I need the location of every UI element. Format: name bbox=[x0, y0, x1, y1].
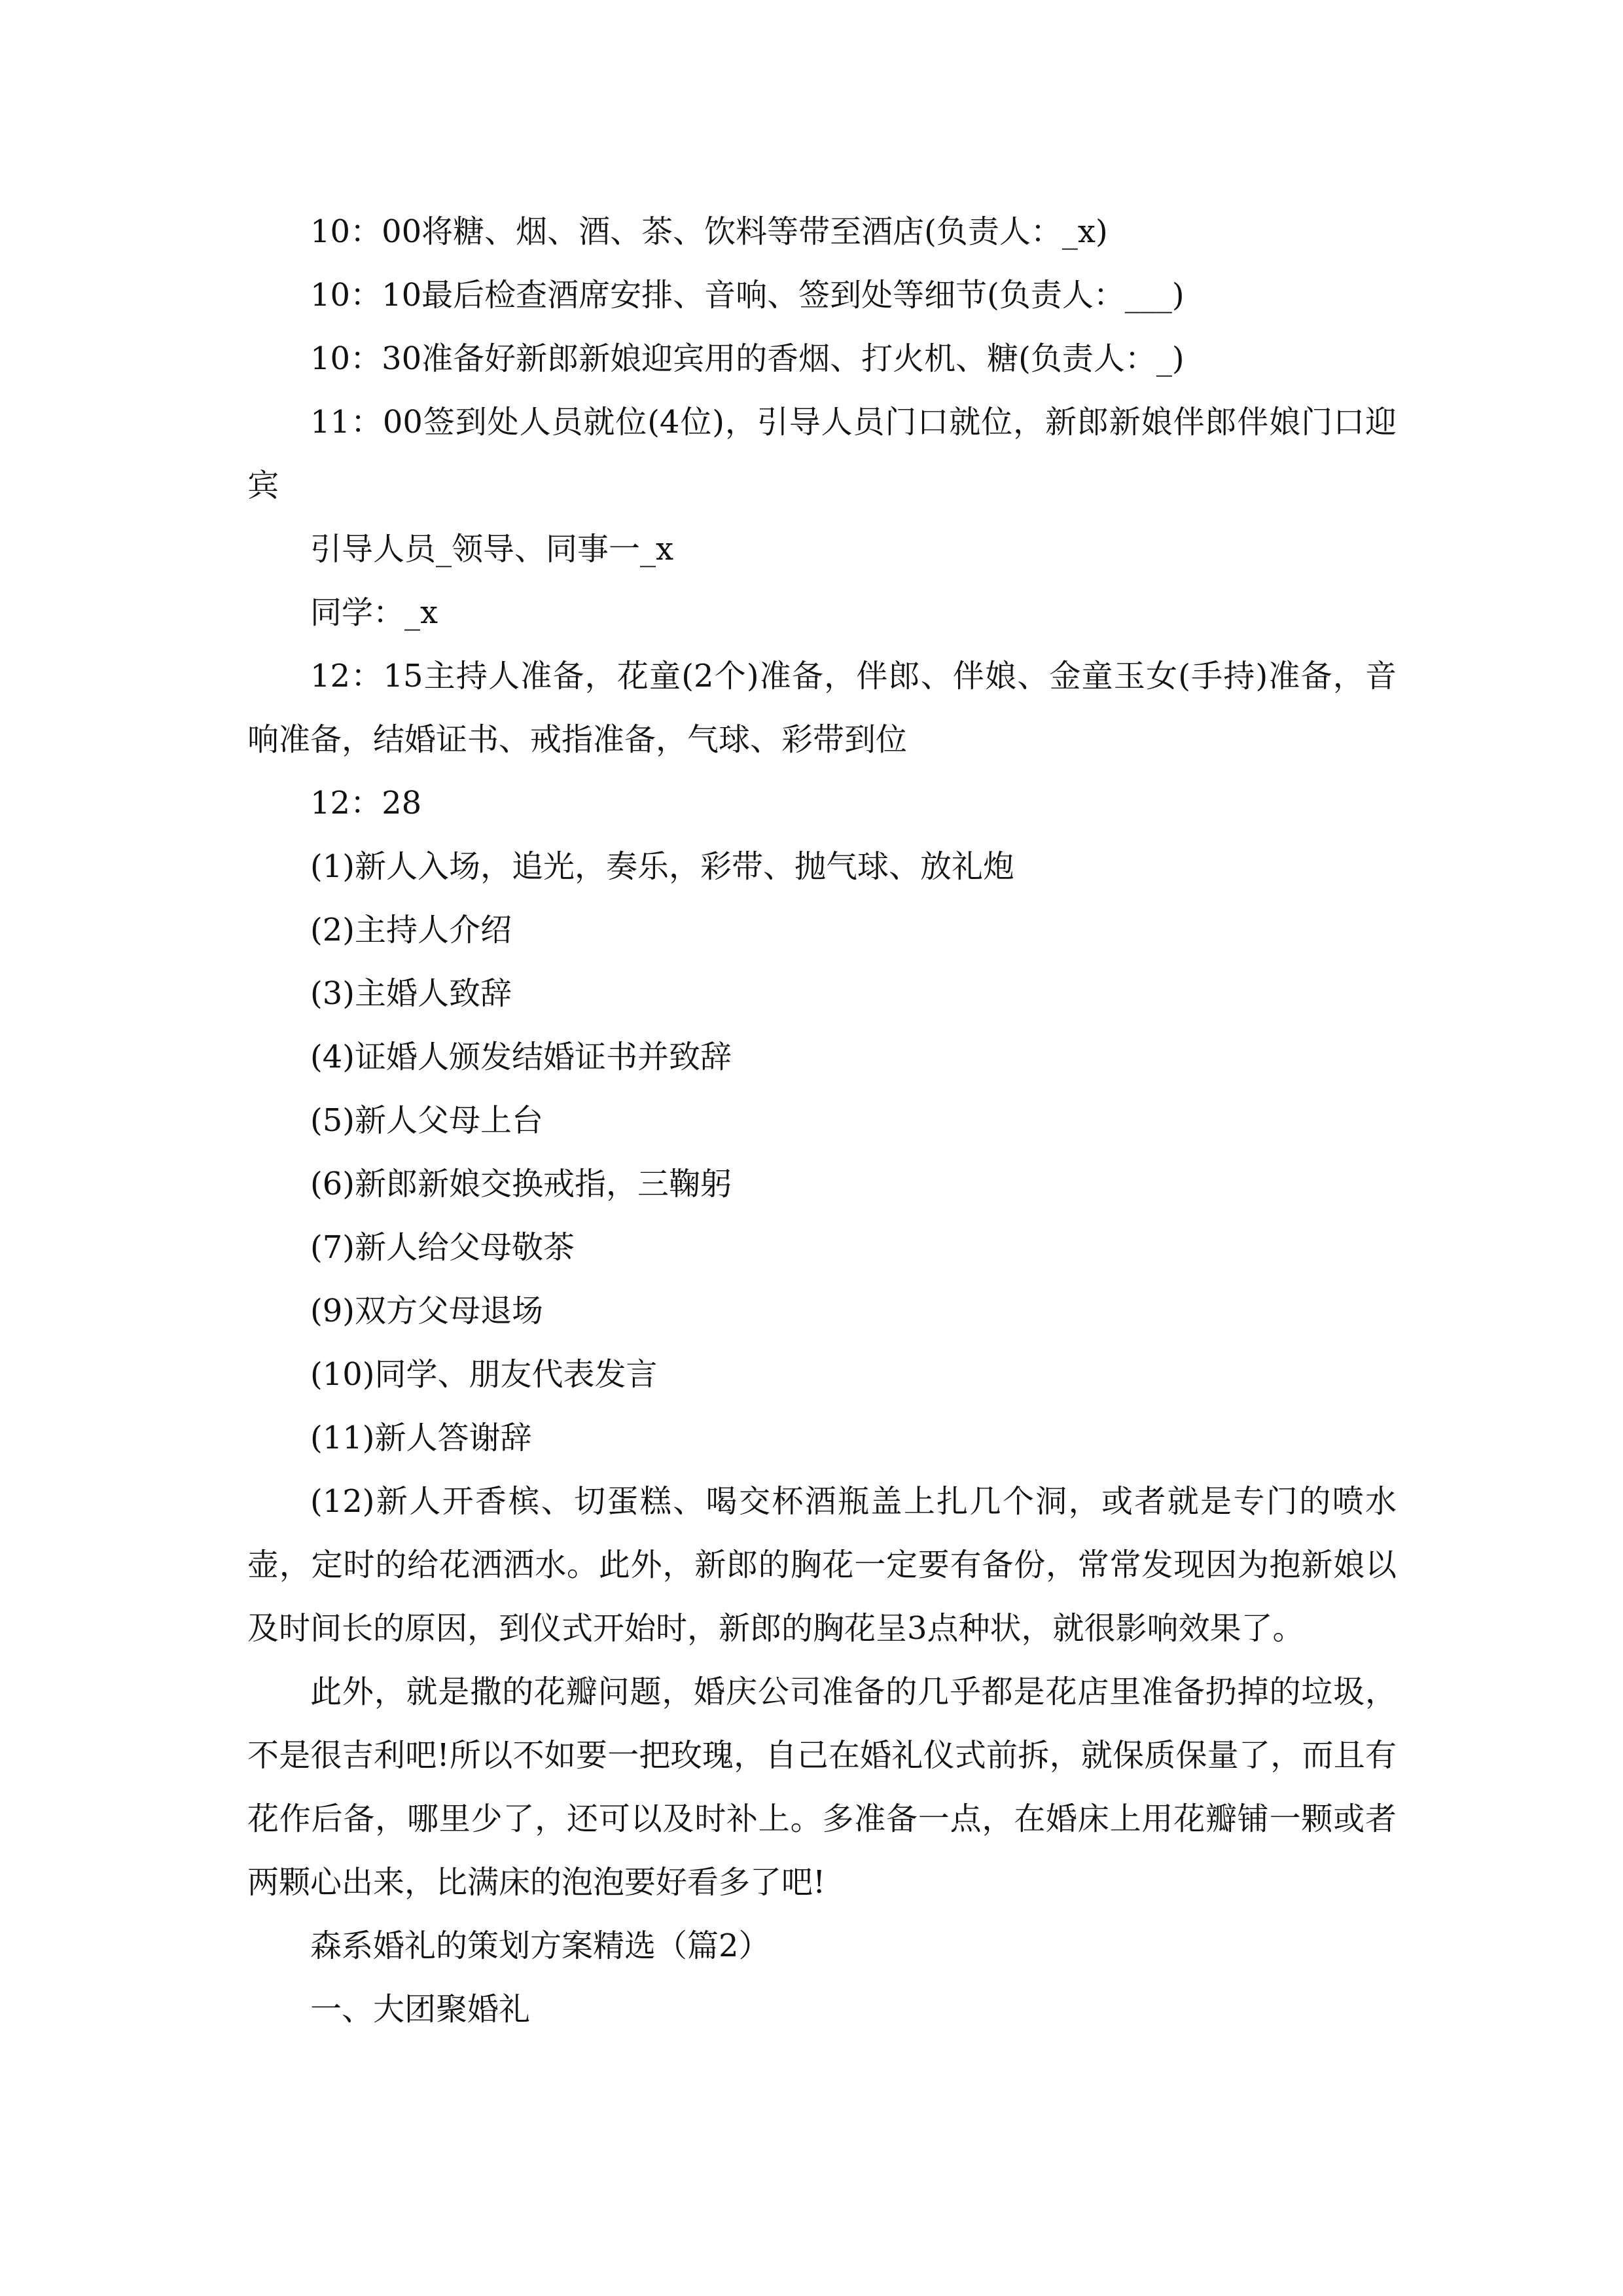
schedule-line-1100: 11：00签到处人员就位(4位)，引导人员门口就位，新郎新娘伴郎伴娘门口迎宾 bbox=[247, 404, 1397, 504]
ceremony-step-11: (11)新人答谢辞 bbox=[310, 1420, 532, 1456]
ceremony-step-5: (5)新人父母上台 bbox=[310, 1102, 543, 1139]
section-heading-1: 一、大团聚婚礼 bbox=[310, 1991, 531, 2028]
schedule-line-1215: 12：15主持人准备，花童(2个)准备，伴郎、伴娘、金童玉女(手持)准备，音响准备，结婚证书、戒指准备，气球、彩带到位 bbox=[247, 658, 1397, 758]
schedule-line-1000: 10：00将糖、烟、酒、茶、饮料等带至酒店(负责人：_x) bbox=[310, 213, 1108, 250]
schedule-line-1010: 10：10最后检查酒席安排、音响、签到处等细节(负责人：___) bbox=[310, 277, 1185, 314]
classmates-line: 同学：_x bbox=[310, 594, 438, 631]
ceremony-step-7: (7)新人给父母敬茶 bbox=[310, 1229, 575, 1266]
ceremony-step-3: (3)主婚人致辞 bbox=[310, 975, 512, 1012]
guide-staff-line: 引导人员_领导、同事一_x bbox=[310, 531, 674, 567]
petals-paragraph: 此外，就是撒的花瓣问题，婚庆公司准备的几乎都是花店里准备扔掉的垃圾，不是很吉利吧!所以不如要一把玫瑰，自己在婚礼仪式前拆，就保质保量了，而且有花作后备，哪里少了，还可以及时补上。多准备一点，在婚床上用花瓣铺一颗或者两颗心出来，比满床的泡泡要好看多了吧! bbox=[247, 1674, 1397, 1901]
section-title: 森系婚礼的策划方案精选（篇2） bbox=[310, 1928, 770, 1964]
schedule-line-1228: 12：28 bbox=[310, 785, 422, 821]
ceremony-step-12: (12)新人开香槟、切蛋糕、喝交杯酒瓶盖上扎几个洞，或者就是专门的喷水壶，定时的给花洒洒水。此外，新郎的胸花一定要有备份，常常发现因为抱新娘以及时间长的原因，到仪式开始时，新郎的胸花呈3点种状，就很影响效果了。 bbox=[247, 1483, 1397, 1647]
document-body bbox=[247, 200, 1397, 2041]
ceremony-step-6: (6)新郎新娘交换戒指，三鞠躬 bbox=[310, 1166, 732, 1202]
ceremony-step-9: (9)双方父母退场 bbox=[310, 1293, 543, 1329]
ceremony-step-10: (10)同学、朋友代表发言 bbox=[310, 1356, 658, 1393]
ceremony-step-4: (4)证婚人颁发结婚证书并致辞 bbox=[310, 1039, 732, 1075]
ceremony-step-1: (1)新人入场，追光，奏乐，彩带、抛气球、放礼炮 bbox=[310, 848, 1014, 885]
ceremony-step-2: (2)主持人介绍 bbox=[310, 912, 512, 948]
schedule-line-1030: 10：30准备好新郎新娘迎宾用的香烟、打火机、糖(负责人：_) bbox=[310, 340, 1185, 377]
